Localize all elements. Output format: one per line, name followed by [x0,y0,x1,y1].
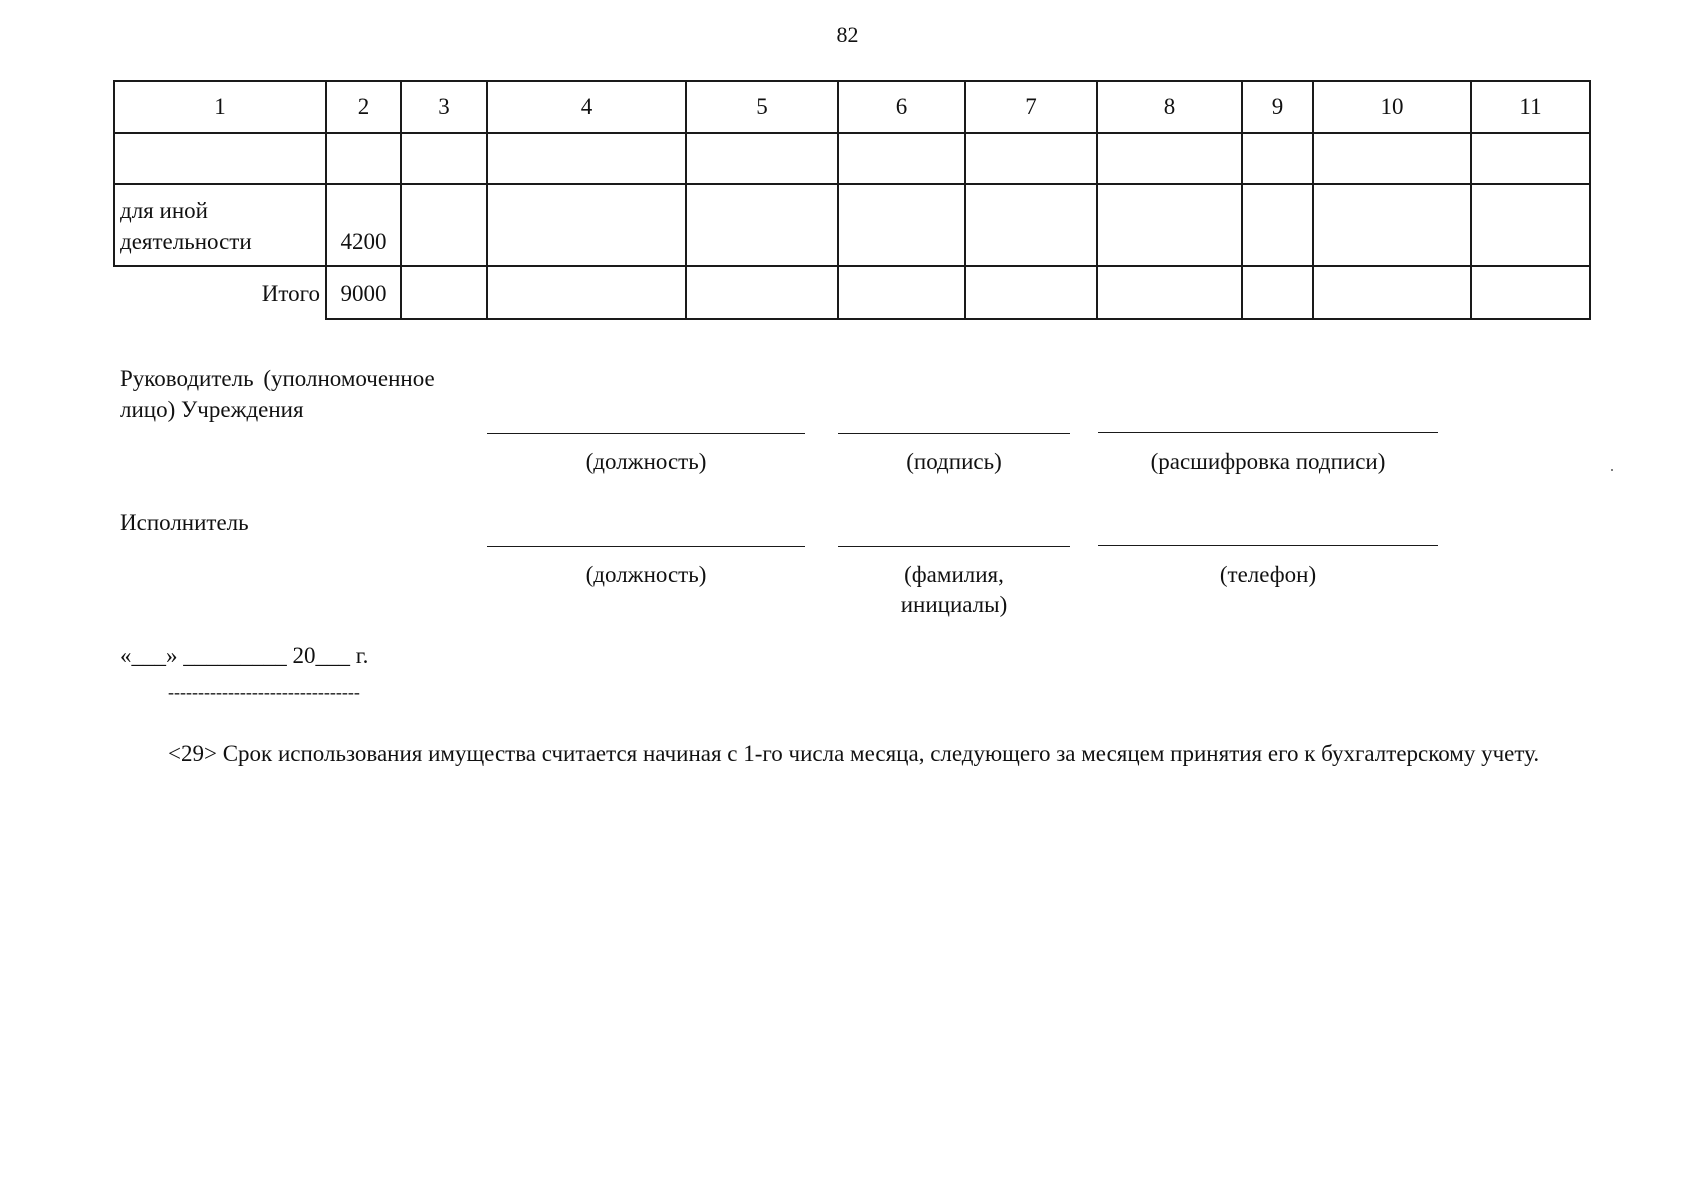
column-header: 5 [756,93,768,119]
column-header: 7 [1025,93,1037,119]
column-header: 11 [1519,93,1542,119]
head-label: Руководитель (уполномоченное [120,366,435,391]
signature-line [1098,432,1438,433]
caption-position: (должность) [585,562,707,587]
executor-label: Исполнитель [120,510,249,535]
signature-line [838,546,1070,547]
row-label: для иной [120,198,208,223]
total-label: Итого [261,281,320,306]
row-code: 4200 [340,229,387,254]
caption-position: (должность) [585,449,707,474]
caption-phone: (телефон) [1219,562,1317,587]
column-header: 8 [1163,93,1176,119]
signature-line [1098,545,1438,546]
row-label: деятельности [120,229,252,254]
signature-line [487,546,805,547]
footnote-text: <29> Срок использования имущества считается начиная с 1-го числа месяца, следующего за месяцем принятия его к бухгалтерскому учету. [168,741,1540,766]
column-header: 6 [895,93,908,119]
column-header: 4 [580,93,593,119]
page-number: 82 [836,22,859,47]
signature-line [838,433,1070,434]
caption-signature-decode: (расшифровка подписи) [1150,449,1386,474]
caption-name: инициалы) [900,592,1008,617]
scan-speck [1611,469,1613,471]
date-line: «___» _________ 20___ г. [120,643,369,668]
column-header: 2 [357,93,370,119]
table-line [1589,80,1591,320]
column-header: 3 [438,93,450,119]
footnote-separator: -------------------------------- [168,682,360,702]
column-header: 1 [214,93,226,119]
table-line [326,318,1591,320]
total-code: 9000 [340,281,387,306]
caption-name: (фамилия, [904,562,1004,587]
head-label: лицо) Учреждения [120,397,304,422]
signature-line [487,433,805,434]
caption-signature: (подпись) [906,449,1002,474]
column-header: 10 [1380,93,1404,119]
table-line [113,265,1591,267]
table-line [113,183,1591,185]
column-header: 9 [1271,93,1284,119]
